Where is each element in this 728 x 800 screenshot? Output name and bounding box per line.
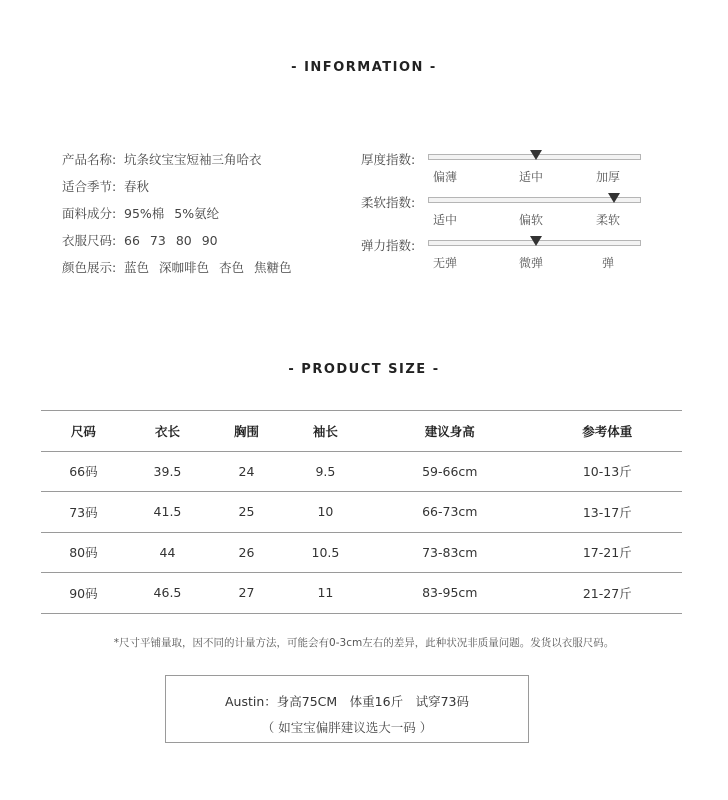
index-marker-icon	[608, 193, 620, 203]
info-label: 衣服尺码:	[62, 233, 117, 248]
size-table-header: 胸围	[209, 411, 284, 452]
table-row	[41, 492, 682, 533]
measurement-footnote: *尺寸平铺量取，因不同的计量方法，可能会有0-3cm左右的差异，此种状况非质量问题。发货以衣服尺码。	[113, 637, 615, 649]
table-cell: 10.5	[284, 532, 367, 573]
table-cell: 11	[284, 573, 367, 614]
info-label: 颜色展示:	[62, 260, 117, 275]
info-value: 80	[175, 233, 192, 248]
size-table-header: 尺码	[41, 411, 126, 452]
size-table-header: 建议身高	[367, 411, 532, 452]
info-row	[62, 177, 302, 204]
table-cell: 83-95cm	[367, 573, 532, 614]
info-value: 深咖啡色	[159, 260, 210, 275]
table-cell: 80码	[41, 532, 126, 573]
index-option: 无弹	[432, 256, 458, 270]
info-row	[62, 258, 302, 285]
table-cell: 46.5	[126, 573, 209, 614]
index-slider	[361, 193, 651, 233]
info-value: 杏色	[219, 260, 245, 275]
model-fit-info: Austin：身高75CM 体重16斤 试穿73码	[224, 694, 469, 709]
info-value: 春秋	[124, 179, 150, 194]
index-option: 偏软	[518, 213, 544, 227]
table-row	[41, 573, 682, 614]
product-size-title: - PRODUCT SIZE -	[288, 362, 440, 377]
size-table-header: 参考体重	[533, 411, 683, 452]
index-option: 适中	[432, 213, 458, 227]
index-marker-icon	[530, 150, 542, 160]
table-cell: 41.5	[126, 492, 209, 533]
index-option: 适中	[518, 170, 544, 184]
index-label: 弹力指数:	[361, 238, 416, 253]
table-cell: 17-21斤	[533, 532, 683, 573]
info-row	[62, 150, 302, 177]
size-table-header: 袖长	[284, 411, 367, 452]
table-cell: 25	[209, 492, 284, 533]
size-table	[41, 410, 682, 614]
model-fit-box	[165, 675, 529, 743]
index-option: 微弹	[518, 256, 544, 270]
index-marker-icon	[530, 236, 542, 246]
information-title: - INFORMATION -	[291, 60, 437, 75]
size-table-header: 衣长	[126, 411, 209, 452]
table-cell: 26	[209, 532, 284, 573]
info-value: 坑条纹宝宝短袖三角哈衣	[124, 152, 262, 167]
info-value: 66	[124, 233, 140, 248]
info-label: 面料成分:	[62, 206, 117, 221]
table-cell: 21-27斤	[533, 573, 683, 614]
product-info-list	[62, 150, 302, 285]
index-option: 柔软	[595, 213, 621, 227]
table-cell: 73-83cm	[367, 532, 532, 573]
info-row	[62, 204, 302, 231]
info-value: 90	[201, 233, 218, 248]
table-cell: 66码	[41, 451, 126, 492]
table-cell: 10-13斤	[533, 451, 683, 492]
index-option: 加厚	[595, 170, 621, 184]
table-cell: 90码	[41, 573, 126, 614]
table-cell: 44	[126, 532, 209, 573]
index-track	[428, 154, 641, 160]
table-row	[41, 451, 682, 492]
table-cell: 73码	[41, 492, 126, 533]
info-value: 5%氨纶	[174, 206, 220, 221]
index-label: 柔软指数:	[361, 195, 416, 210]
index-label: 厚度指数:	[361, 152, 416, 167]
table-cell: 9.5	[284, 451, 367, 492]
info-value: 焦糖色	[254, 260, 292, 275]
table-cell: 24	[209, 451, 284, 492]
index-option: 弹	[601, 256, 615, 270]
index-slider	[361, 150, 651, 190]
table-cell: 10	[284, 492, 367, 533]
table-cell: 13-17斤	[533, 492, 683, 533]
index-slider	[361, 236, 651, 276]
index-track	[428, 240, 641, 246]
info-value: 73	[149, 233, 166, 248]
table-row	[41, 532, 682, 573]
size-table-header-row	[41, 411, 682, 452]
index-track	[428, 197, 641, 203]
table-cell: 59-66cm	[367, 451, 532, 492]
index-option: 偏薄	[432, 170, 458, 184]
info-value: 蓝色	[124, 260, 150, 275]
table-cell: 66-73cm	[367, 492, 532, 533]
info-label: 产品名称:	[62, 152, 117, 167]
info-value: 95%棉	[124, 206, 165, 221]
table-cell: 27	[209, 573, 284, 614]
info-row	[62, 231, 302, 258]
size-advice: （ 如宝宝偏胖建议选大一码 ）	[261, 720, 433, 735]
info-label: 适合季节:	[62, 179, 117, 194]
table-cell: 39.5	[126, 451, 209, 492]
